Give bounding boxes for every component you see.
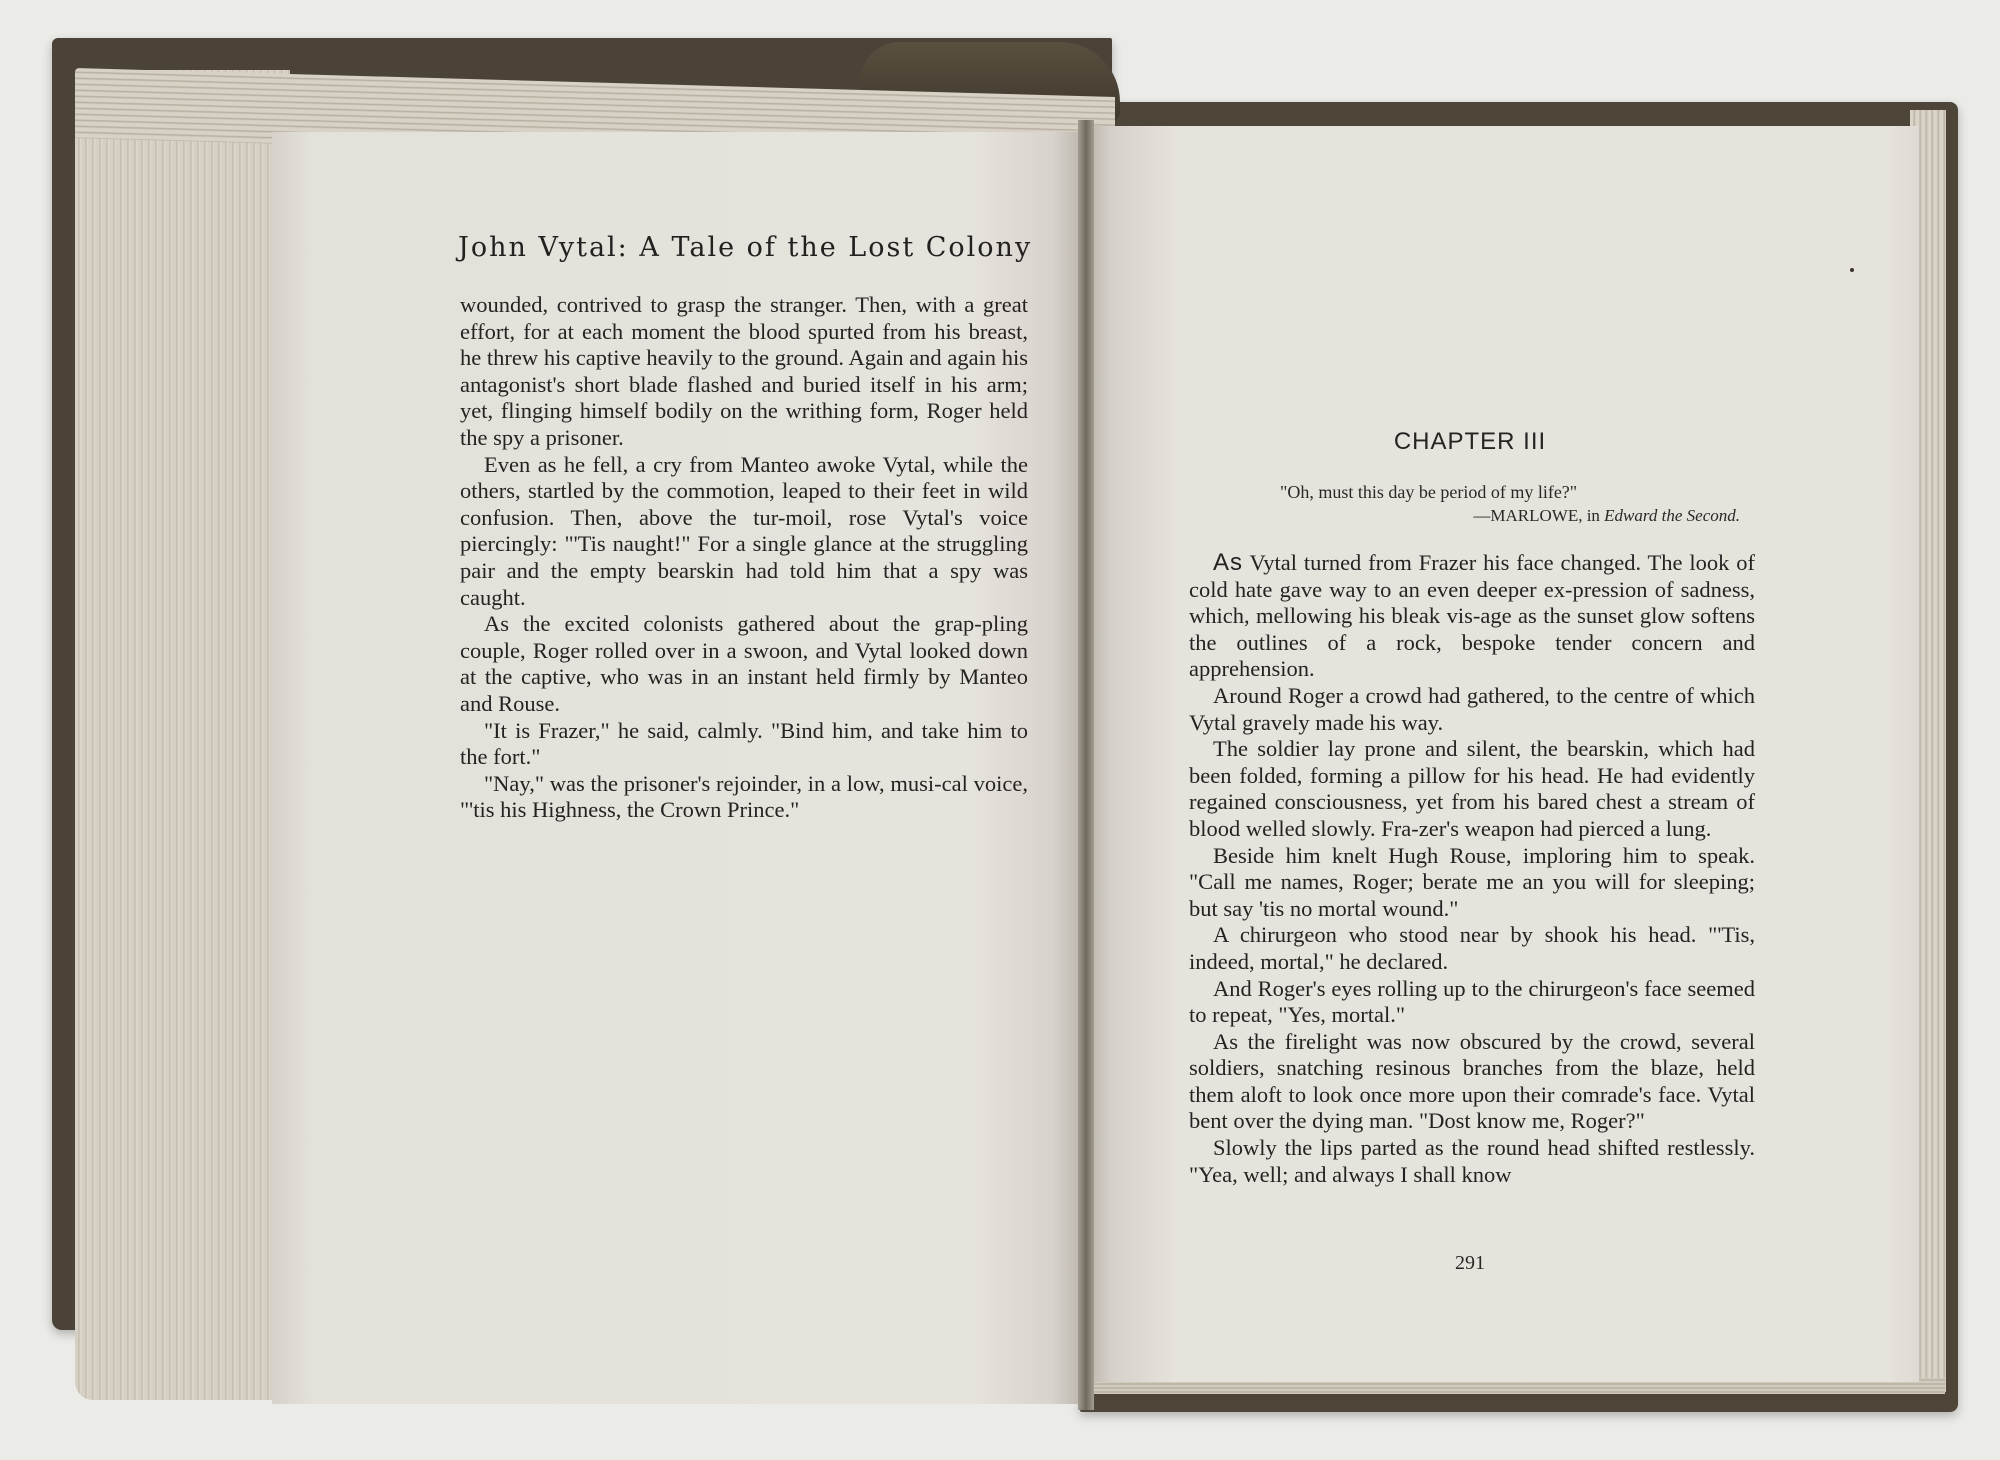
paragraph: Beside him knelt Hugh Rouse, imploring him to speak. "Call me names, Roger; berate me an you will for sleeping; but say 'tis no mortal wound.": [1189, 842, 1755, 921]
paragraph: "Nay," was the prisoner's rejoinder, in a low, musi-cal voice, "'tis his Highness, the Crown Prince.": [460, 770, 1028, 823]
paragraph: Even as he fell, a cry from Manteo awoke Vytal, while the others, startled by the commotion, leaped to their feet in wild confusion. Then, above the tur-moil, rose Vytal's voice piercingly: "'Tis naught!" For a single glance at the struggling pair and the empty bearskin had told him that a spy was caught.: [460, 451, 1028, 610]
paragraph: A chirurgeon who stood near by shook his head. "'Tis, indeed, mortal," he declared.: [1189, 922, 1755, 974]
paragraph: The soldier lay prone and silent, the bearskin, which had been folded, forming a pillow for his head. He had evidently regained consciousness, yet from his bared chest a stream of blood welled slowly. Fra-zer's weapon had pierced a lung.: [1189, 736, 1755, 841]
paragraph: And Roger's eyes rolling up to the chirurgeon's face seemed to repeat, "Yes, mortal.": [1189, 975, 1755, 1028]
paragraph: As the excited colonists gathered about the grap-pling couple, Roger rolled over in a swoon, and Vytal looked down at the captive, who was in an instant held firmly by Manteo and Rouse.: [460, 611, 1028, 716]
opening-paragraph-text: Vytal turned from Frazer his face changed. The look of cold hate gave way to an even deeper ex-pression of sadness, which, mellowing his bleak vis-age as the sunset glow softens the outlines of a rock, bespoke tender concern and apprehension.: [1189, 550, 1755, 682]
epigraph-work: Edward the Second.: [1604, 506, 1740, 525]
epigraph-attribution: [1250, 504, 1740, 528]
gutter: [1078, 120, 1094, 1410]
running-head: John Vytal: A Tale of the Lost Colony: [458, 232, 1033, 263]
paragraph: wounded, contrived to grasp the stranger. Then, with a great effort, for at each moment the blood spurted from his breast, he threw his captive heavily to the ground. Again and again his antagonist's short blade flashed and buried itself in his arm; yet, flinging himself bodily on the writhing form, Roger held the spy a prisoner.: [460, 292, 1028, 450]
opening-smallcap-word: As: [1213, 549, 1244, 576]
opening-paragraph: [1189, 550, 1755, 683]
right-page-text: [1189, 550, 1755, 1188]
left-page-text: [460, 292, 1028, 824]
dust-speck: [1850, 268, 1854, 272]
paragraph: As the firelight was now obscured by the crowd, several soldiers, snatching resinous branches from the blaze, held them aloft to look once more upon their comrade's face. Vytal bent over the dying man. "Dost know me, Roger?": [1189, 1028, 1755, 1134]
page-edges-left: [75, 70, 290, 1400]
paragraph: Slowly the lips parted as the round head shifted restlessly. "Yea, well; and always I shall know: [1189, 1135, 1755, 1187]
paragraph: Around Roger a crowd had gathered, to the centre of which Vytal gravely made his way.: [1189, 682, 1755, 735]
epigraph-quote: "Oh, must this day be period of my life?": [1280, 482, 1578, 502]
epigraph: [1250, 480, 1740, 528]
epigraph-author: —MARLOWE, in: [1473, 506, 1600, 525]
page-number: 291: [1455, 1252, 1485, 1274]
chapter-title: CHAPTER III: [1393, 428, 1547, 455]
paragraph: "It is Frazer," he said, calmly. "Bind him, and take him to the fort.": [460, 717, 1028, 770]
